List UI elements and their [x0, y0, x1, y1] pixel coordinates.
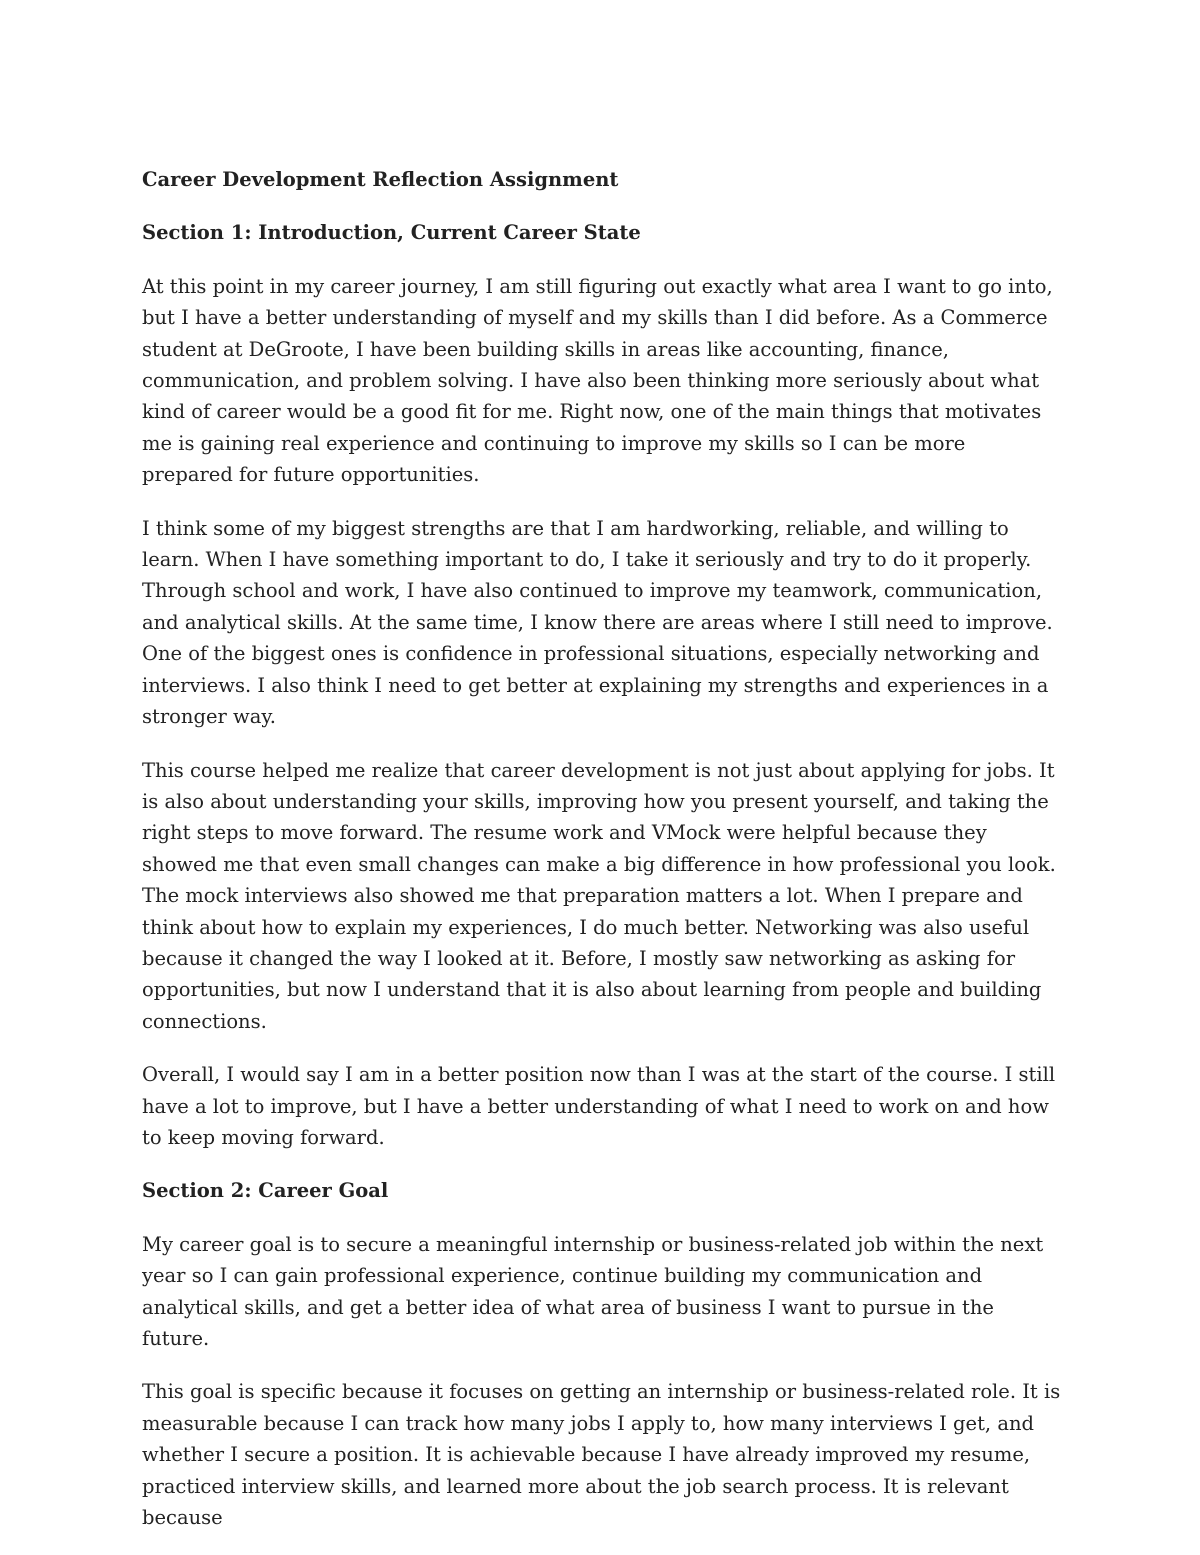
section-2-heading: Section 2: Career Goal: [142, 1179, 389, 1203]
document-body: [142, 164, 1062, 1555]
section-1-paragraph-2: I think some of my biggest strengths are that I am hardworking, reliable, and willing to learn. When I have something important to do, I take it seriously and try to do it properly. Through school and work, I have also continued to improve my teamwork, communication, and analytical skills. At the same time, I know there are areas where I still need to improve. One of the biggest ones is confidence in professional situations, especially networking and interviews. I also think I need to get better at explaining my strengths and experiences in a stronger way.: [142, 516, 1053, 729]
section-1-heading: Section 1: Introduction, Current Career State: [142, 221, 641, 245]
document-title: Career Development Reflection Assignment: [142, 168, 619, 191]
section-1-paragraph-1: At this point in my career journey, I am still figuring out exactly what area I want to go into, but I have a better understanding of myself and my skills than I did before. As a Commerce student at DeGroote, I have been building skills in areas like accounting, finance, communication, and problem solving. I have also been thinking more seriously about what kind of career would be a good fit for me. Right now, one of the main things that motivates me is gaining real experience and continuing to improve my skills so I can be more prepared for future opportunities.: [142, 274, 1053, 487]
section-2-paragraph-1: My career goal is to secure a meaningful internship or business-related job within the next year so I can gain professional experience, continue building my communication and analytical skills, and get a better idea of what area of business I want to pursue in the future.: [142, 1232, 1044, 1350]
section-1-paragraph-3: This course helped me realize that career development is not just about applying for jobs. It is also about understanding your skills, improving how you present yourself, and taking the right steps to move forward. The resume work and VMock were helpful because they showed me that even small changes can make a big difference in how professional you look. The mock interviews also showed me that preparation matters a lot. When I prepare and think about how to explain my experiences, I do much better. Networking was also useful because it changed the way I looked at it. Before, I mostly saw networking as asking for opportunities, but now I understand that it is also about learning from people and building connections.: [142, 758, 1056, 1033]
section-1-paragraph-4: Overall, I would say I am in a better position now than I was at the start of the course. I still have a lot to improve, but I have a better understanding of what I need to work on and how to keep moving forward.: [142, 1063, 1056, 1149]
section-2-paragraph-2: This goal is specific because it focuses on getting an internship or business-related role. It is measurable because I can track how many jobs I apply to, how many interviews I get, and whether I secure a position. It is achievable because I have already improved my resume, practiced interview skills, and learned more about the job search process. It is relevant because: [142, 1380, 1061, 1530]
